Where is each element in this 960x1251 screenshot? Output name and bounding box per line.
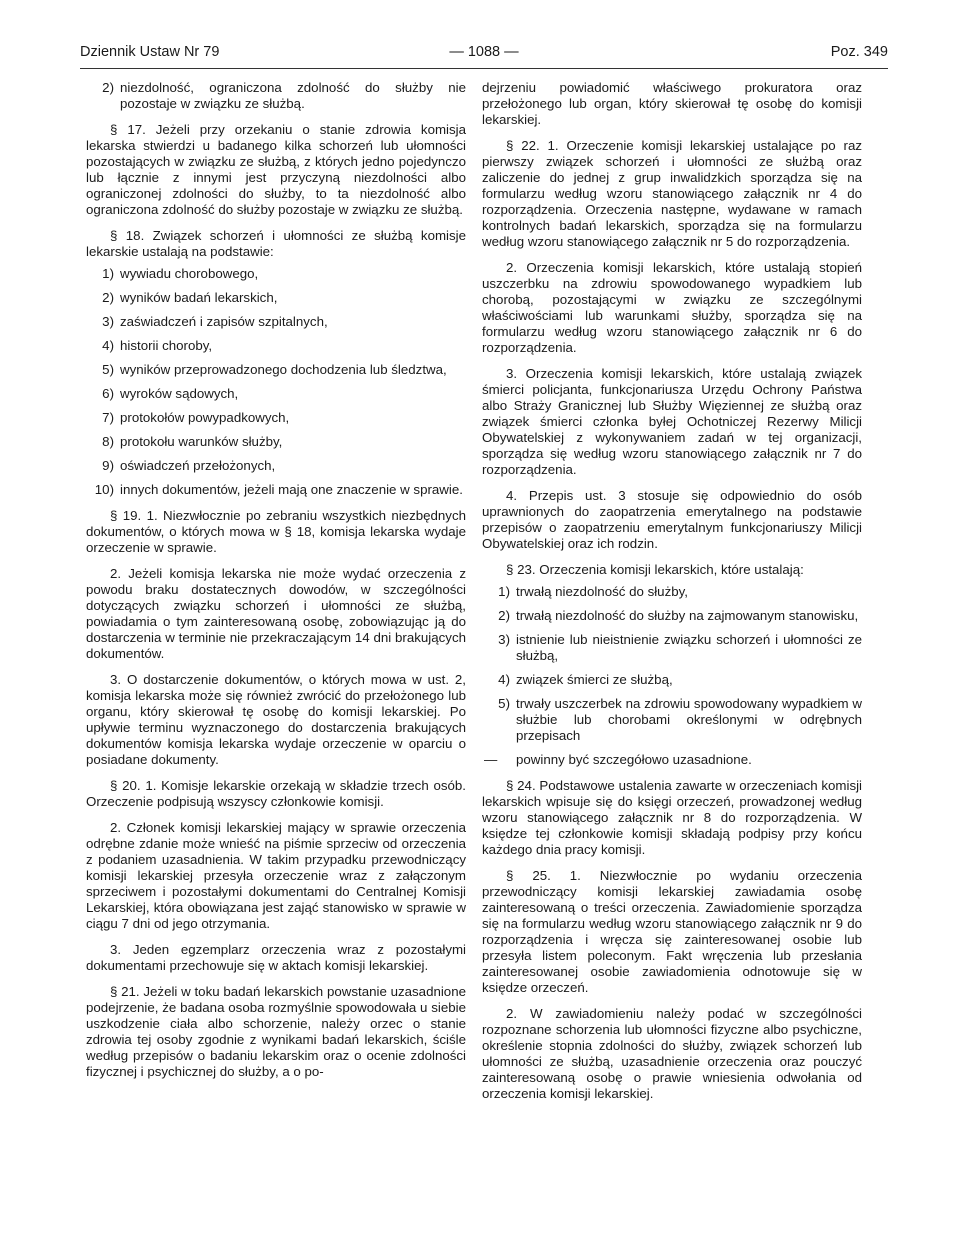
item-text: zaświadczeń i zapisów szpitalnych,: [120, 314, 328, 329]
section-22-2: 2. Orzeczenia komisji lekarskich, które ustalają stopień uszczerbku na zdrowiu spowodowanego wypadkiem lub chorobą, pozostającymi w związku ze szczególnymi właściwościami lub warunkami służby, sporządza się na formularzu według wzoru stanowiącego załącznik nr 6 do rozporządzenia.: [482, 260, 862, 355]
item-text: wyników badań lekarskich,: [120, 290, 278, 305]
section-20-2: 2. Członek komisji lekarskiej mający w sprawie orzeczenia odrębne zdanie może wnieść na piśmie sprzeciw od orzeczenia z podaniem uzasadnienia. W takim przypadku przewodniczący komisji lekarskiej przesyła orzeczenie wraz z załączonym sprzeciwem i pozostałymi dokumentami do Centralnej Komisji Lekarskiej, która obowiązana jest zająć stanowisko w sprawie w ciągu 7 dni od jego otrzymania.: [86, 820, 466, 931]
section-23: § 23. Orzeczenia komisji lekarskich, które ustalają:: [506, 562, 804, 577]
item-number: 5): [498, 696, 510, 711]
list-item: [86, 290, 466, 306]
list-item: [482, 632, 862, 664]
section-19-3: 3. O dostarczenie dokumentów, o których mowa w ust. 2, komisja lekarska może się również zwrócić do przełożonego lub organu, który skierował tę osobę do komisji lekarskiej. Po upływie terminu wyznaczonego do dostarczenia brakujących dokumentów komisja lekarska wydaje orzeczenie w oparciu o posiadane dokumenty.: [86, 672, 466, 767]
list-item: [86, 410, 466, 426]
section-18-list: [86, 266, 466, 498]
section-20-3: 3. Jeden egzemplarz orzeczenia wraz z pozostałymi dokumentami przechowuje się w aktach komisji lekarskiej.: [86, 942, 466, 973]
section-19-1: § 19. 1. Niezwłocznie po zebraniu wszystkich niezbędnych dokumentów, o których mowa w § 18, komisja lekarska wydaje orzeczenie w sprawie.: [86, 508, 466, 555]
list-item: [86, 482, 466, 498]
list-item: [86, 386, 466, 402]
item-text: oświadczeń przełożonych,: [120, 458, 276, 473]
item-text: innych dokumentów, jeżeli mają one znaczenie w sprawie.: [120, 482, 463, 497]
item-number: 8): [102, 434, 114, 449]
section-19-2: 2. Jeżeli komisja lekarska nie może wydać orzeczenia z powodu braku dostatecznych dowodów, w szczególności dotyczących związku schorzeń i ułomności ze służbą, powiadamia o tym zainteresowaną osobę, zobowiązując ją do dostarczenia w terminie nie przekraczającym 14 dni brakujących dokumentów.: [86, 566, 466, 661]
right-column: [482, 80, 862, 1108]
section-18: § 18. Związek schorzeń i ułomności ze służbą komisje lekarskie ustalają na podstawie:: [86, 228, 466, 259]
section-21-continued: dejrzeniu powiadomić właściwego prokuratora oraz przełożonego lub organ, który skierował tę osobę do komisji lekarskiej.: [482, 80, 862, 127]
item-text: wyroków sądowych,: [120, 386, 239, 401]
item-number: 10): [94, 482, 114, 497]
section-23-list: [482, 584, 862, 768]
left-column: [86, 80, 466, 1086]
list-item: [482, 672, 862, 688]
item-text: historii choroby,: [120, 338, 213, 353]
item-number: 1): [498, 584, 510, 599]
position-number: Poz. 349: [830, 44, 888, 60]
item-number: 3): [498, 632, 510, 647]
list-item: [86, 362, 466, 378]
item-text: związek śmierci ze służbą,: [516, 672, 673, 687]
item-number: 7): [102, 410, 114, 425]
item-text: protokołu warunków służby,: [120, 434, 283, 449]
section-24: § 24. Podstawowe ustalenia zawarte w orzeczeniach komisji lekarskich wpisuje się do księgi orzeczeń, prowadzonej według wzoru stanowiącego załącznik nr 8 do rozporządzenia. W księdze tej członkowie komisji składają podpisy przy końcu każdego dnia pracy komisji.: [482, 778, 862, 857]
item-text: powinny być szczegółowo uzasadnione.: [516, 752, 752, 767]
list-item: [86, 338, 466, 354]
list-item: [86, 266, 466, 282]
item-text: trwałą niezdolność do służby,: [516, 584, 688, 599]
running-header: [80, 44, 888, 66]
section-22-3: 3. Orzeczenia komisji lekarskich, które ustalają związek śmierci policjanta, funkcjonariusza Urzędu Ochrony Państwa albo Straży Granicznej lub Służby Więziennej ze służbą oraz związek śmierci członka byłej Ochotniczej Rezerwy Milicji Obywatelskiej z wykonywaniem zadań w tej organizacji, sporządza się według wzoru stanowiącego załącznik nr 7 do rozporządzenia.: [482, 366, 862, 477]
dash-mark: —: [484, 752, 498, 767]
item-number: 9): [102, 458, 114, 473]
list-dash-item: [482, 752, 862, 768]
item-number: 4): [102, 338, 114, 353]
item-text: niezdolność, ograniczona zdolność do służby nie pozostaje w związku ze służbą.: [120, 80, 466, 111]
journal-title: Dziennik Ustaw Nr 79: [80, 44, 220, 60]
item-text: wywiadu chorobowego,: [120, 266, 259, 281]
list-item: [86, 314, 466, 330]
section-21: § 21. Jeżeli w toku badań lekarskich powstanie uzasadnione podejrzenie, że badana osoba rozmyślnie spowodowała u siebie uszkodzenie ciała albo schorzenie, należy orzec o stanie zdrowia tej osoby zgodnie z wynikami badań lekarskich, ściśle według przepisów o badaniu lekarskim oraz o ocenie zdolności fizycznej i psychicznej do służby, a o po-: [86, 984, 466, 1079]
section-22-1: § 22. 1. Orzeczenie komisji lekarskiej ustalające po raz pierwszy związek schorzeń i ułomności ze służbą oraz zaliczenie do jednej z grup inwalidzkich sporządza się na formularzu według wzoru stanowiącego załącznik nr 4 do rozporządzenia. Orzeczenia następne, wydawane w ramach kontrolnych badań lekarskich, sporządza się na formularzu według wzoru stanowiącego załącznik nr 5 do rozporządzenia.: [482, 138, 862, 249]
page-number: — 1088 —: [449, 44, 519, 60]
section-25-1: § 25. 1. Niezwłocznie po wydaniu orzeczenia przewodniczący komisji lekarskiej zawiadamia osobę zainteresowaną o treści orzeczenia. Zawiadomienie sporządza się na formularzu według wzoru stanowiącego załącznik nr 9 do rozporządzenia i wręcza się zainteresowanej osobie lub przesyła listem poleconym. Fakt wręczenia lub przesłania zainteresowanej osobie zawiadomienia odnotowuje się w księdze orzeczeń.: [482, 868, 862, 995]
item-number: 3): [102, 314, 114, 329]
list-item: [86, 458, 466, 474]
header-rule: [80, 68, 888, 69]
item-number: 1): [102, 266, 114, 281]
section-20-1: § 20. 1. Komisje lekarskie orzekają w składzie trzech osób. Orzeczenie podpisują wszyscy członkowie komisji.: [86, 778, 466, 809]
item-number: 2): [498, 608, 510, 623]
list-item: [482, 608, 862, 624]
item-number: 4): [498, 672, 510, 687]
item-text: trwały uszczerbek na zdrowiu spowodowany wypadkiem w służbie lub chorobami określonymi w odrębnych przepisach: [516, 696, 862, 743]
list-item: [86, 434, 466, 450]
section-25-2: 2. W zawiadomieniu należy podać w szczególności rozpoznane schorzenia lub ułomności fizyczne albo psychiczne, określenie stopnia zdolności do służby, związek schorzeń lub ułomności ze służbą, uzasadnienie orzeczenia oraz pouczyć zainteresowaną osobę o prawie wniesienia odwołania od orzeczenia komisji lekarskiej.: [482, 1006, 862, 1101]
item-number: 2): [102, 290, 114, 305]
section-22-4: 4. Przepis ust. 3 stosuje się odpowiednio do osób uprawnionych do zaopatrzenia emerytalnego na podstawie przepisów o zaopatrzeniu emerytalnym funkcjonariuszy Milicji Obywatelskiej oraz ich rodzin.: [482, 488, 862, 551]
item-number: 6): [102, 386, 114, 401]
item-number: 2): [102, 80, 114, 95]
item-number: 5): [102, 362, 114, 377]
item-text: wyników przeprowadzonego dochodzenia lub śledztwa,: [120, 362, 447, 377]
section-17: § 17. Jeżeli przy orzekaniu o stanie zdrowia komisja lekarska stwierdzi u badanego kilka schorzeń lub ułomności pozostających w związku ze służbą, z których jedno pojedynczo lub łącznie z innymi jest przyczyną niezdolności albo ograniczonej zdolności do służby, to ta niezdolność albo ograniczona zdolność do służby pozostaje w związku ze służbą.: [86, 122, 466, 217]
item-text: trwałą niezdolność do służby na zajmowanym stanowisku,: [516, 608, 859, 623]
list-item: [482, 696, 862, 744]
list-item: [482, 584, 862, 600]
item-text: protokołów powypadkowych,: [120, 410, 290, 425]
list-item: [86, 80, 466, 112]
item-text: istnienie lub nieistnienie związku schorzeń i ułomności ze służbą,: [516, 632, 862, 663]
